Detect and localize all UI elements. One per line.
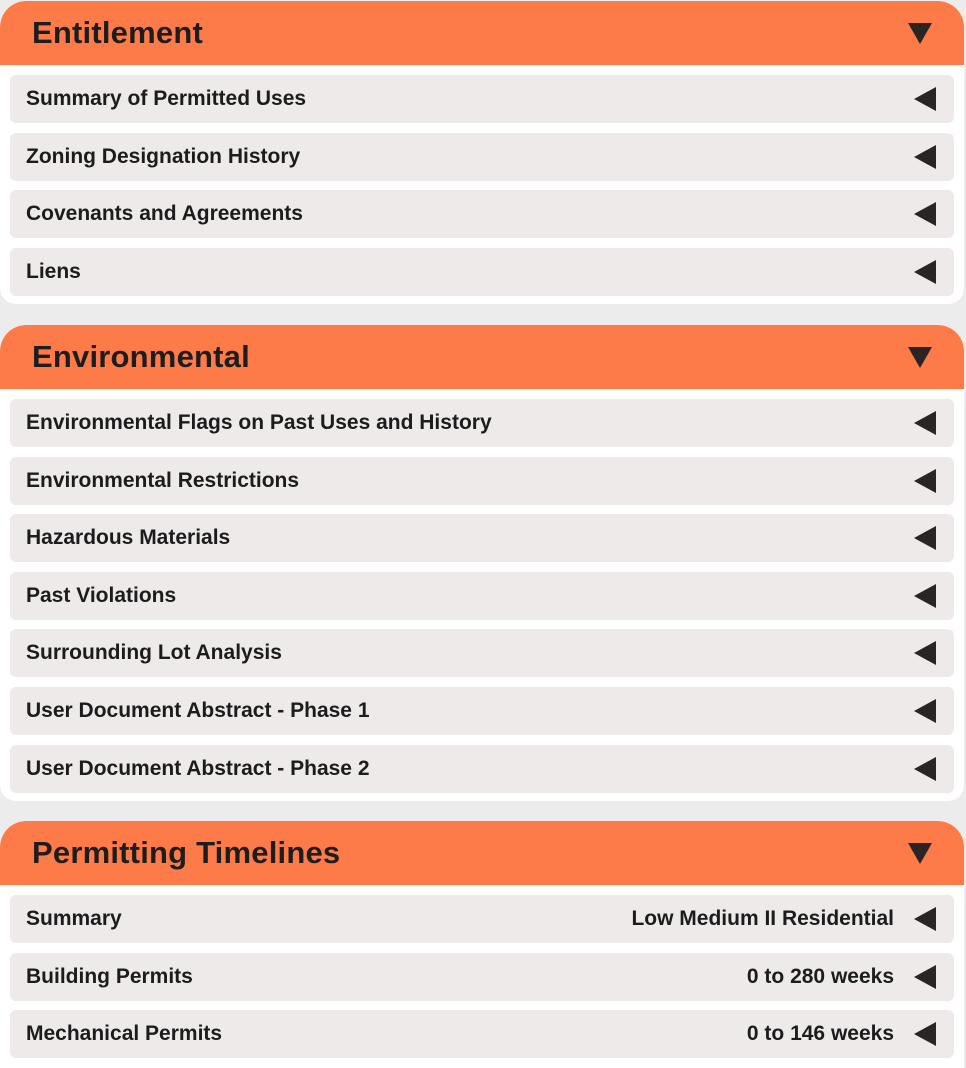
section-entitlement xyxy=(0,1,964,304)
row-value: Low Medium II Residential xyxy=(631,907,894,930)
row-hazardous-materials[interactable] xyxy=(10,514,954,562)
caret-left-icon[interactable] xyxy=(914,260,936,284)
row-label: Environmental Flags on Past Uses and History xyxy=(26,411,492,434)
row-label: Liens xyxy=(26,259,81,283)
row-label: User Document Abstract - Phase 2 xyxy=(26,756,370,780)
row-value: 0 to 280 weeks xyxy=(746,964,894,988)
row-label: Summary of Permitted Uses xyxy=(26,87,307,110)
row-building-permits[interactable] xyxy=(10,953,954,1001)
caret-left-icon[interactable] xyxy=(914,411,936,435)
section-rows xyxy=(0,885,964,1066)
caret-left-icon[interactable] xyxy=(914,757,936,781)
row-value: 0 to 146 weeks xyxy=(746,1022,894,1046)
section-header-environmental[interactable] xyxy=(0,325,964,389)
row-summary-of-permitted-uses[interactable] xyxy=(10,75,954,123)
row-label: Past Violations xyxy=(26,583,177,607)
row-user-document-abstract-phase-2[interactable] xyxy=(10,745,954,793)
row-label: Summary xyxy=(26,907,122,930)
row-label: Covenants and Agreements xyxy=(26,202,303,226)
caret-left-icon[interactable] xyxy=(914,202,936,226)
row-label: User Document Abstract - Phase 1 xyxy=(26,698,370,722)
section-header-permitting-timelines[interactable] xyxy=(0,821,964,885)
section-title: Environmental xyxy=(32,339,250,374)
row-label: Mechanical Permits xyxy=(26,1022,223,1046)
caret-left-icon[interactable] xyxy=(914,469,936,493)
row-environmental-restrictions[interactable] xyxy=(10,457,954,505)
caret-left-icon[interactable] xyxy=(914,699,936,723)
row-surrounding-lot-analysis[interactable] xyxy=(10,629,954,677)
caret-left-icon[interactable] xyxy=(914,87,936,111)
section-permitting-timelines xyxy=(0,821,964,1068)
row-past-violations[interactable] xyxy=(10,572,954,620)
caret-down-icon[interactable] xyxy=(908,23,932,44)
section-title: Entitlement xyxy=(32,15,203,50)
caret-left-icon[interactable] xyxy=(914,584,936,608)
row-label: Environmental Restrictions xyxy=(26,468,300,492)
row-liens[interactable] xyxy=(10,248,954,296)
section-environmental xyxy=(0,325,964,801)
section-header-entitlement[interactable] xyxy=(0,1,964,65)
caret-left-icon[interactable] xyxy=(914,965,936,989)
section-rows xyxy=(0,389,964,801)
caret-left-icon[interactable] xyxy=(914,1022,936,1046)
caret-left-icon[interactable] xyxy=(914,641,936,665)
section-title: Permitting Timelines xyxy=(32,835,341,870)
caret-down-icon[interactable] xyxy=(908,347,932,368)
caret-left-icon[interactable] xyxy=(914,907,936,931)
row-covenants-and-agreements[interactable] xyxy=(10,190,954,238)
row-environmental-flags[interactable] xyxy=(10,399,954,447)
row-user-document-abstract-phase-1[interactable] xyxy=(10,687,954,735)
row-label: Zoning Designation History xyxy=(26,144,301,168)
row-label: Building Permits xyxy=(26,964,193,988)
row-zoning-designation-history[interactable] xyxy=(10,133,954,181)
caret-down-icon[interactable] xyxy=(908,843,932,864)
row-label: Hazardous Materials xyxy=(26,526,231,550)
row-label: Surrounding Lot Analysis xyxy=(26,641,282,665)
row-summary[interactable] xyxy=(10,895,954,943)
row-mechanical-permits[interactable] xyxy=(10,1010,954,1058)
section-rows xyxy=(0,65,964,304)
caret-left-icon[interactable] xyxy=(914,526,936,550)
caret-left-icon[interactable] xyxy=(914,145,936,169)
